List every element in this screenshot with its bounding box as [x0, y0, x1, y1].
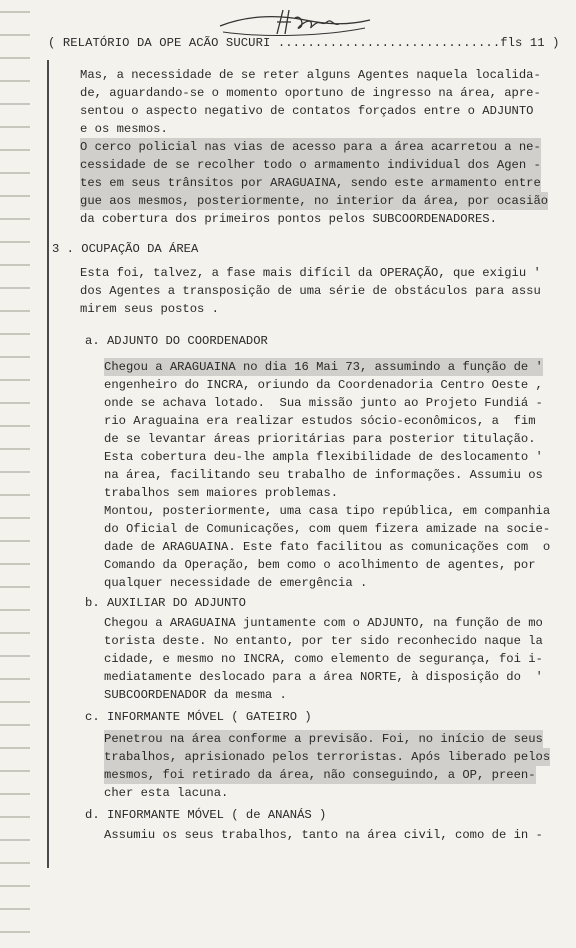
subsection-body-line: Chegou a ARAGUAINA no dia 16 Mai 73, assumindo a função de '	[104, 360, 543, 374]
subsection-body-line: onde se achava lotado. Sua missão junto ao Projeto Fundiá -	[104, 396, 543, 410]
subsection-body-line: na área, facilitando seu trabalho de informações. Assumiu os	[104, 468, 543, 482]
subsection-title: a. ADJUNTO DO COORDENADOR	[85, 334, 268, 348]
subsection-body-line: trabalhos, aprisionado pelos terroristas. Após liberado pelos	[104, 750, 551, 764]
left-margin-rule	[47, 60, 49, 868]
subsection-body-line: mesmos, foi retirado da área, não conseguindo, a OP, preen-	[104, 768, 536, 782]
subsection-body-line: Chegou a ARAGUAINA juntamente com o ADJUNTO, na função de mo	[104, 616, 543, 630]
subsection-body-line: Montou, posteriormente, uma casa tipo república, em companhia	[104, 504, 551, 518]
intro-line: sentou o aspecto negativo de contatos forçados entre o ADJUNTO	[80, 104, 534, 118]
intro-line-highlighted: gue aos mesmos, posteriormente, no interior da área, por ocasião	[80, 194, 549, 208]
subsection-body-line: trabalhos sem maiores problemas.	[104, 486, 339, 500]
subsection-body-line: dade de ARAGUAINA. Este fato facilitou as comunicações com o	[104, 540, 551, 554]
intro-line-highlighted: tes em seus trânsitos por ARAGUAINA, sendo este armamento entre	[80, 176, 541, 190]
document-header: ( RELATÓRIO DA OPE ACÃO SUCURI ..............................fls 11 )	[48, 36, 560, 50]
subsection-title: d. INFORMANTE MÓVEL ( de ANANÁS )	[85, 808, 327, 822]
intro-line-highlighted: cessidade de se recolher todo o armamento individual dos Agen -	[80, 158, 541, 172]
subsection-body-line: SUBCOORDENADOR da mesma .	[104, 688, 287, 702]
section-body-line: dos Agentes a transposição de uma série de obstáculos para assu	[80, 284, 541, 298]
section-body-line: mirem seus postos .	[80, 302, 219, 316]
section-title: 3 . OCUPAÇÃO DA ÁREA	[52, 242, 199, 256]
subsection-body-line: de se levantar áreas prioritárias para posterior titulação.	[104, 432, 536, 446]
binding-holes	[0, 0, 30, 948]
subsection-body-line: torista deste. No entanto, por ter sido reconhecido naque la	[104, 634, 543, 648]
subsection-body-line: cidade, e mesmo no INCRA, como elemento de segurança, foi i-	[104, 652, 543, 666]
subsection-body-line: engenheiro do INCRA, oriundo da Coordenadoria Centro Oeste ,	[104, 378, 543, 392]
handwritten-signature	[215, 4, 375, 38]
section-body-line: Esta foi, talvez, a fase mais difícil da OPERAÇÃO, que exigiu '	[80, 266, 541, 280]
subsection-body-line: Assumiu os seus trabalhos, tanto na área civil, como de in -	[104, 828, 543, 842]
intro-line: e os mesmos.	[80, 122, 168, 136]
subsection-body-line: rio Araguaina era realizar estudos sócio-econômicos, a fim	[104, 414, 536, 428]
subsection-body-line: Penetrou na área conforme a previsão. Foi, no início de seus	[104, 732, 543, 746]
subsection-body-line: mediatamente deslocado para a área NORTE, à disposição do '	[104, 670, 543, 684]
subsection-title: c. INFORMANTE MÓVEL ( GATEIRO )	[85, 710, 312, 724]
subsection-body-line: qualquer necessidade de emergência .	[104, 576, 368, 590]
intro-line: da cobertura dos primeiros pontos pelos SUBCOORDENADORES.	[80, 212, 497, 226]
intro-line: de, aguardando-se o momento oportuno de ingresso na área, apre-	[80, 86, 541, 100]
subsection-body-line: Esta cobertura deu-lhe ampla flexibilidade de deslocamento '	[104, 450, 543, 464]
subsection-title: b. AUXILIAR DO ADJUNTO	[85, 596, 246, 610]
intro-line-highlighted: O cerco policial nas vias de acesso para a área acarretou a ne-	[80, 140, 541, 154]
subsection-body-line: do Oficial de Comunicações, com quem fizera amizade na socie-	[104, 522, 551, 536]
intro-line: Mas, a necessidade de se reter alguns Agentes naquela localida-	[80, 68, 541, 82]
subsection-body-line: Comando da Operação, bem como o acolhimento de agentes, por	[104, 558, 536, 572]
subsection-body-line: cher esta lacuna.	[104, 786, 229, 800]
